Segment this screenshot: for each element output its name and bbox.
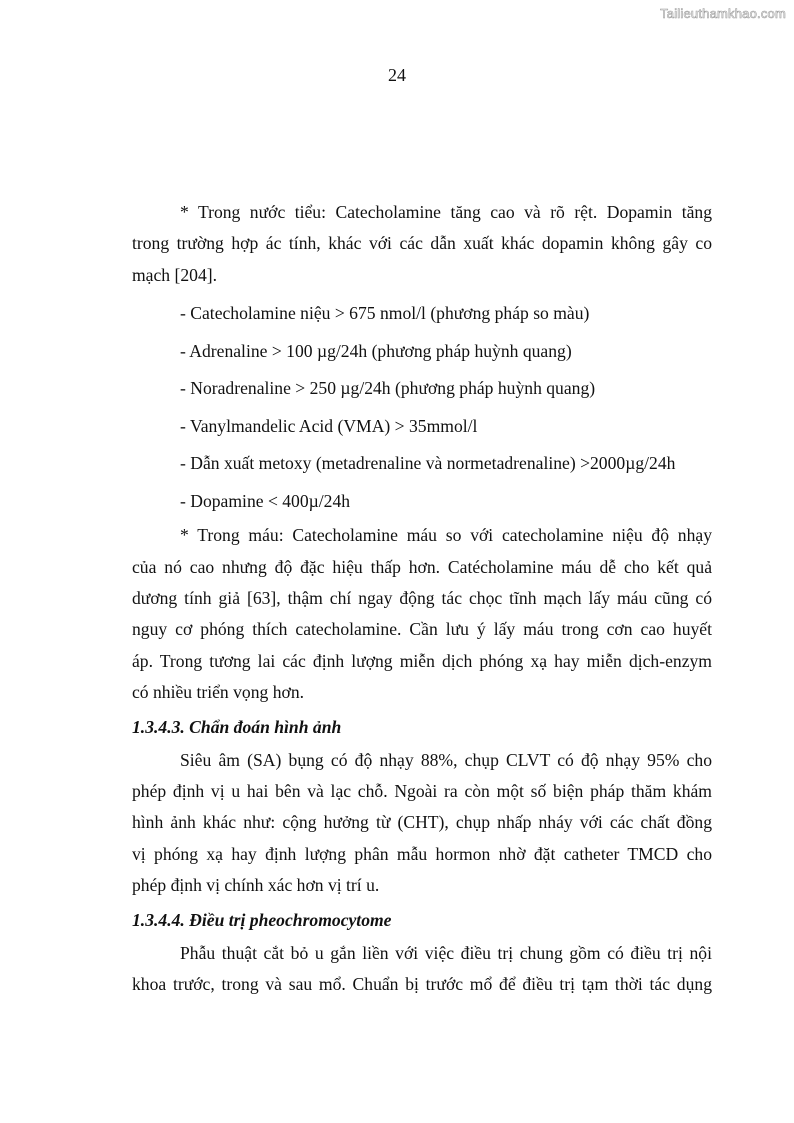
text-line: phép định vị u hai bên và lạc chỗ. Ngoài ra còn một số biện pháp thăm khám — [132, 781, 712, 802]
list-item: - Adrenaline > 100 µg/24h (phương pháp huỳnh quang) — [180, 340, 572, 361]
document-body — [132, 197, 712, 1001]
text-line: vị phóng xạ hay định lượng phân mẫu hormon nhờ đặt catheter TMCD cho — [132, 843, 712, 864]
text-line: khoa trước, trong và sau mổ. Chuẩn bị trước mổ để điều trị tạm thời tác dụng — [132, 974, 712, 995]
text-line: của nó cao nhưng độ đặc hiệu thấp hơn. Catécholamine máu dễ cho kết quả — [132, 556, 712, 577]
section-heading-imaging: 1.3.4.3. Chẩn đoán hình ảnh — [132, 716, 342, 737]
list-item: - Vanylmandelic Acid (VMA) > 35mmol/l — [180, 415, 478, 436]
section-heading-treatment: 1.3.4.4. Điều trị pheochromocytome — [132, 909, 392, 930]
text-line: trong trường hợp ác tính, khác với các dẫn xuất khác dopamin không gây co — [132, 233, 712, 254]
list-item: - Noradrenaline > 250 µg/24h (phương pháp huỳnh quang) — [180, 378, 596, 399]
paragraph-urine — [132, 197, 712, 291]
page-number: 24 — [388, 65, 406, 85]
text-line: Phẫu thuật cắt bỏ u gắn liền với việc điều trị chung gồm có điều trị nội — [180, 942, 712, 963]
list-item: - Catecholamine niệu > 675 nmol/l (phương pháp so màu) — [180, 303, 590, 324]
urine-criteria-list — [132, 295, 712, 520]
text-line: hình ảnh khác như: cộng hưởng từ (CHT), chụp nhấp nháy với các chất đồng — [132, 812, 712, 833]
text-line: áp. Trong tương lai các định lượng miễn dịch phóng xạ hay miễn dịch-enzym — [132, 650, 712, 671]
text-line: * Trong máu: Catecholamine máu so với catecholamine niệu độ nhạy — [180, 525, 712, 546]
paragraph-treatment — [132, 938, 712, 1001]
list-item: - Dopamine < 400µ/24h — [180, 490, 351, 511]
paragraph-blood — [132, 520, 712, 708]
text-line: dương tính giả [63], thậm chí ngay động tác chọc tĩnh mạch lấy máu cũng có — [132, 588, 712, 609]
text-line: nguy cơ phóng thích catecholamine. Cần lưu ý lấy máu trong cơn cao huyết — [132, 619, 712, 640]
paragraph-imaging — [132, 745, 712, 902]
text-line: mạch [204]. — [132, 264, 218, 285]
watermark-text: Tailieuthamkhao.com — [660, 6, 786, 21]
list-item: - Dẫn xuất metoxy (metadrenaline và normetadrenaline) >2000µg/24h — [180, 453, 676, 474]
text-line: phép định vị chính xác hơn vị trí u. — [132, 875, 380, 896]
text-line: Siêu âm (SA) bụng có độ nhạy 88%, chụp CLVT có độ nhạy 95% cho — [180, 749, 712, 770]
text-line: * Trong nước tiểu: Catecholamine tăng cao và rõ rệt. Dopamin tăng — [180, 202, 712, 222]
text-line: có nhiều triển vọng hơn. — [132, 682, 305, 703]
